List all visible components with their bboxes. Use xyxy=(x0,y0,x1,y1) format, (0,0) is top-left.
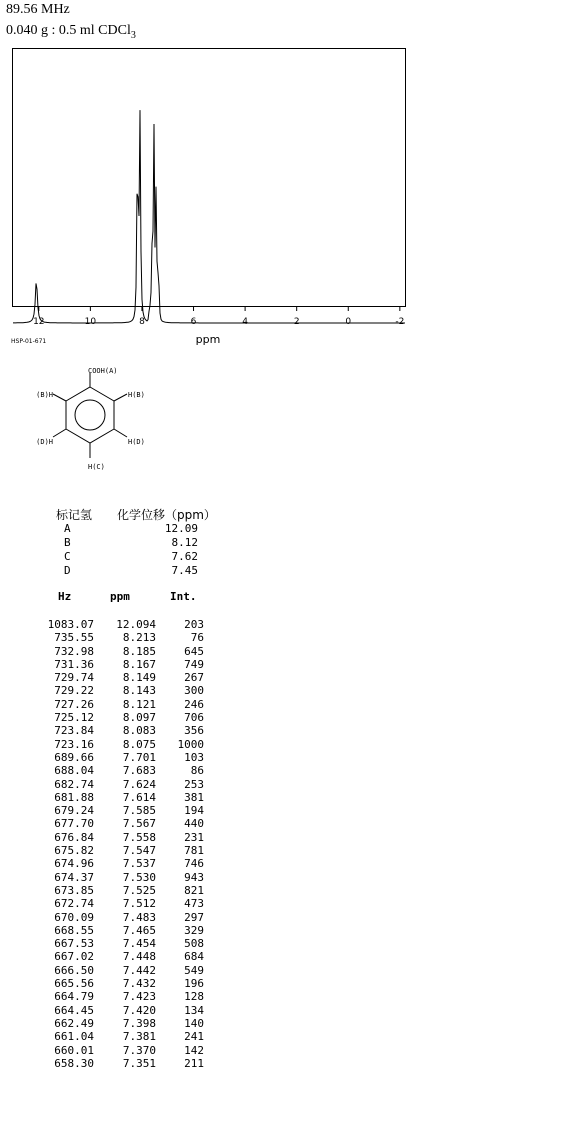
peak-hz-cell: 679.24 xyxy=(54,804,94,818)
peak-ppm-cell: 7.585 xyxy=(122,804,156,818)
h-c-label: H(C) xyxy=(88,463,105,471)
peak-row xyxy=(0,618,260,631)
x-tick-label: 0 xyxy=(345,317,352,327)
peak-hz-cell: 670.09 xyxy=(54,910,94,924)
x-tick-label: -2 xyxy=(395,317,405,327)
peak-int-cell: 297 xyxy=(184,910,204,924)
peak-row xyxy=(0,658,260,671)
assignment-label-b: B xyxy=(64,536,71,549)
chemical-shift-assignment-table xyxy=(0,500,260,590)
peak-hz-cell: 723.84 xyxy=(54,724,94,738)
peak-hz-cell: 688.04 xyxy=(54,764,94,778)
peak-row xyxy=(0,990,260,1003)
peak-int-cell: 821 xyxy=(184,883,204,897)
peak-int-cell: 134 xyxy=(184,1003,204,1017)
peak-ppm-cell: 7.420 xyxy=(122,1003,156,1017)
peak-ppm-cell: 8.121 xyxy=(122,697,156,711)
peak-row xyxy=(0,924,260,937)
peak-row xyxy=(0,871,260,884)
peak-ppm-cell: 7.381 xyxy=(122,1030,156,1044)
peak-ppm-cell: 8.097 xyxy=(122,711,156,725)
peak-int-cell: 473 xyxy=(184,897,204,911)
peak-hz-cell: 666.50 xyxy=(54,963,94,977)
peak-row xyxy=(0,1044,260,1057)
peak-row xyxy=(0,950,260,963)
peak-hz-cell: 725.12 xyxy=(54,711,94,725)
peak-row xyxy=(0,831,260,844)
peak-row xyxy=(0,1017,260,1030)
peak-header-ppm: ppm xyxy=(110,590,130,603)
peak-hz-cell: 665.56 xyxy=(54,977,94,991)
peak-row xyxy=(0,897,260,910)
x-tick-label: 6 xyxy=(190,317,197,327)
peak-row xyxy=(0,684,260,697)
peak-ppm-cell: 7.614 xyxy=(122,790,156,804)
peak-int-cell: 549 xyxy=(184,963,204,977)
peak-int-cell: 381 xyxy=(184,790,204,804)
peak-row xyxy=(0,764,260,777)
peak-ppm-cell: 12.094 xyxy=(116,618,156,631)
assignment-shift-c: 7.62 xyxy=(171,550,198,563)
peak-int-cell: 241 xyxy=(184,1030,204,1044)
peak-int-cell: 76 xyxy=(190,631,204,645)
peak-ppm-cell: 7.398 xyxy=(122,1016,156,1030)
sample-text: 0.040 g : 0.5 ml CDCl xyxy=(6,23,131,38)
peak-hz-cell: 664.79 xyxy=(54,990,94,1004)
assignment-label-a: A xyxy=(64,522,71,535)
carboxyl-label: COOH(A) xyxy=(88,367,118,375)
peak-row xyxy=(0,911,260,924)
peak-hz-cell: 732.98 xyxy=(54,644,94,658)
peak-ppm-cell: 7.465 xyxy=(122,923,156,937)
peak-int-cell: 211 xyxy=(184,1056,204,1070)
peak-hz-cell: 672.74 xyxy=(54,897,94,911)
assignment-header-shift: 化学位移（ppm） xyxy=(117,508,216,522)
peak-row xyxy=(0,778,260,791)
peak-ppm-cell: 7.442 xyxy=(122,963,156,977)
peak-ppm-cell: 8.149 xyxy=(122,671,156,685)
peak-hz-cell: 682.74 xyxy=(54,777,94,791)
peak-int-cell: 300 xyxy=(184,684,204,698)
peak-int-cell: 329 xyxy=(184,923,204,937)
peak-int-cell: 267 xyxy=(184,671,204,685)
assignment-shift-d: 7.45 xyxy=(171,564,198,577)
peak-hz-cell: 729.74 xyxy=(54,671,94,685)
x-axis-title: ppm xyxy=(195,333,221,346)
peak-row xyxy=(0,711,260,724)
peak-hz-cell: 677.70 xyxy=(54,817,94,831)
x-tick-label: 2 xyxy=(293,317,300,327)
peak-hz-cell: 674.96 xyxy=(54,857,94,871)
peak-int-cell: 356 xyxy=(184,724,204,738)
peak-int-cell: 203 xyxy=(184,618,204,631)
peak-int-cell: 246 xyxy=(184,697,204,711)
peak-hz-cell: 668.55 xyxy=(54,923,94,937)
h-d-left-label: (D)H xyxy=(36,438,53,446)
peak-hz-cell: 674.37 xyxy=(54,870,94,884)
x-tick-label: 12 xyxy=(33,317,45,327)
peak-int-cell: 749 xyxy=(184,657,204,671)
peak-ppm-cell: 8.083 xyxy=(122,724,156,738)
peak-row xyxy=(0,937,260,950)
peak-row xyxy=(0,1030,260,1043)
peak-header-int: Int. xyxy=(170,590,197,603)
benzene-ring xyxy=(53,373,127,458)
peak-row xyxy=(0,977,260,990)
peak-int-cell: 508 xyxy=(184,937,204,951)
peak-row xyxy=(0,857,260,870)
peak-row xyxy=(0,1004,260,1017)
peak-int-cell: 253 xyxy=(184,777,204,791)
peak-int-cell: 1000 xyxy=(177,737,204,751)
peak-ppm-cell: 8.075 xyxy=(122,737,156,751)
peak-ppm-cell: 7.558 xyxy=(122,830,156,844)
peak-row xyxy=(0,804,260,817)
peak-hz-cell: 667.02 xyxy=(54,950,94,964)
peak-ppm-cell: 7.525 xyxy=(122,883,156,897)
peak-int-cell: 140 xyxy=(184,1016,204,1030)
peak-ppm-cell: 8.185 xyxy=(122,644,156,658)
peak-hz-cell: 681.88 xyxy=(54,790,94,804)
x-axis-ticks xyxy=(33,306,404,327)
peak-row xyxy=(0,1057,260,1070)
peak-ppm-cell: 7.537 xyxy=(122,857,156,871)
peak-hz-cell: 735.55 xyxy=(54,631,94,645)
peak-hz-cell: 723.16 xyxy=(54,737,94,751)
peak-int-cell: 781 xyxy=(184,844,204,858)
spectrometer-frequency: 89.56 MHz xyxy=(6,2,70,17)
peak-int-cell: 128 xyxy=(184,990,204,1004)
peak-header-hz: Hz xyxy=(58,590,72,603)
peak-hz-cell: 731.36 xyxy=(54,657,94,671)
sample-subscript: 3 xyxy=(130,29,136,41)
peak-row xyxy=(0,791,260,804)
peak-ppm-cell: 7.432 xyxy=(122,977,156,991)
peak-int-cell: 142 xyxy=(184,1043,204,1057)
peak-ppm-cell: 7.370 xyxy=(122,1043,156,1057)
assignment-shift-b: 8.12 xyxy=(171,536,198,549)
peak-hz-cell: 667.53 xyxy=(54,937,94,951)
peak-hz-cell: 662.49 xyxy=(54,1016,94,1030)
peak-int-cell: 194 xyxy=(184,804,204,818)
peak-ppm-cell: 7.547 xyxy=(122,844,156,858)
peak-int-cell: 440 xyxy=(184,817,204,831)
peak-hz-cell: 729.22 xyxy=(54,684,94,698)
peak-hz-cell: 675.82 xyxy=(54,844,94,858)
peak-ppm-cell: 8.167 xyxy=(122,657,156,671)
nmr-spectrum-chart xyxy=(0,40,420,350)
peak-ppm-cell: 7.454 xyxy=(122,937,156,951)
peak-row xyxy=(0,751,260,764)
spectrum-code-label: HSP-01-671 xyxy=(11,338,47,345)
x-tick-label: 8 xyxy=(139,317,145,327)
peak-ppm-cell: 7.701 xyxy=(122,750,156,764)
peak-int-cell: 645 xyxy=(184,644,204,658)
peak-row xyxy=(0,964,260,977)
peak-hz-cell: 658.30 xyxy=(54,1056,94,1070)
peak-ppm-cell: 7.423 xyxy=(122,990,156,1004)
h-b-right-label: H(B) xyxy=(128,391,145,399)
peak-hz-cell: 689.66 xyxy=(54,750,94,764)
peak-int-cell: 706 xyxy=(184,711,204,725)
peak-ppm-cell: 7.512 xyxy=(122,897,156,911)
peak-ppm-cell: 7.448 xyxy=(122,950,156,964)
peak-int-cell: 684 xyxy=(184,950,204,964)
peak-int-cell: 103 xyxy=(184,750,204,764)
peak-hz-cell: 660.01 xyxy=(54,1043,94,1057)
peak-row xyxy=(0,884,260,897)
peak-row xyxy=(0,817,260,830)
peak-int-cell: 231 xyxy=(184,830,204,844)
peak-rows xyxy=(0,618,260,1070)
peak-ppm-cell: 7.351 xyxy=(122,1056,156,1070)
peak-hz-cell: 1083.07 xyxy=(47,618,94,631)
peak-ppm-cell: 7.530 xyxy=(122,870,156,884)
peak-ppm-cell: 8.213 xyxy=(122,631,156,645)
peak-ppm-cell: 7.567 xyxy=(122,817,156,831)
peak-row xyxy=(0,738,260,751)
plot-frame xyxy=(13,49,406,307)
peak-int-cell: 196 xyxy=(184,977,204,991)
peak-hz-cell: 727.26 xyxy=(54,697,94,711)
assignment-label-c: C xyxy=(64,550,71,563)
peak-row xyxy=(0,631,260,644)
peak-row xyxy=(0,698,260,711)
peak-row xyxy=(0,671,260,684)
peak-row xyxy=(0,844,260,857)
peak-ppm-cell: 7.683 xyxy=(122,764,156,778)
peak-ppm-cell: 7.624 xyxy=(122,777,156,791)
peak-ppm-cell: 7.483 xyxy=(122,910,156,924)
assignment-shift-a: 12.09 xyxy=(164,522,198,535)
spectrum-trace xyxy=(13,110,405,323)
peak-ppm-cell: 8.143 xyxy=(122,684,156,698)
x-tick-label: 10 xyxy=(84,317,97,327)
assignment-label-d: D xyxy=(64,564,71,577)
peak-hz-cell: 673.85 xyxy=(54,883,94,897)
peak-row xyxy=(0,645,260,658)
peak-hz-cell: 676.84 xyxy=(54,830,94,844)
x-tick-label: 4 xyxy=(242,317,248,327)
peak-int-cell: 86 xyxy=(190,764,204,778)
peak-row xyxy=(0,724,260,737)
peak-hz-cell: 664.45 xyxy=(54,1003,94,1017)
peak-int-cell: 746 xyxy=(184,857,204,871)
assignment-header-label: 标记氢 xyxy=(56,508,93,522)
h-d-right-label: H(D) xyxy=(128,438,145,446)
h-b-left-label: (B)H xyxy=(36,391,53,399)
peak-int-cell: 943 xyxy=(184,870,204,884)
peak-hz-cell: 661.04 xyxy=(54,1030,94,1044)
benzoic-acid-structure xyxy=(0,360,170,475)
